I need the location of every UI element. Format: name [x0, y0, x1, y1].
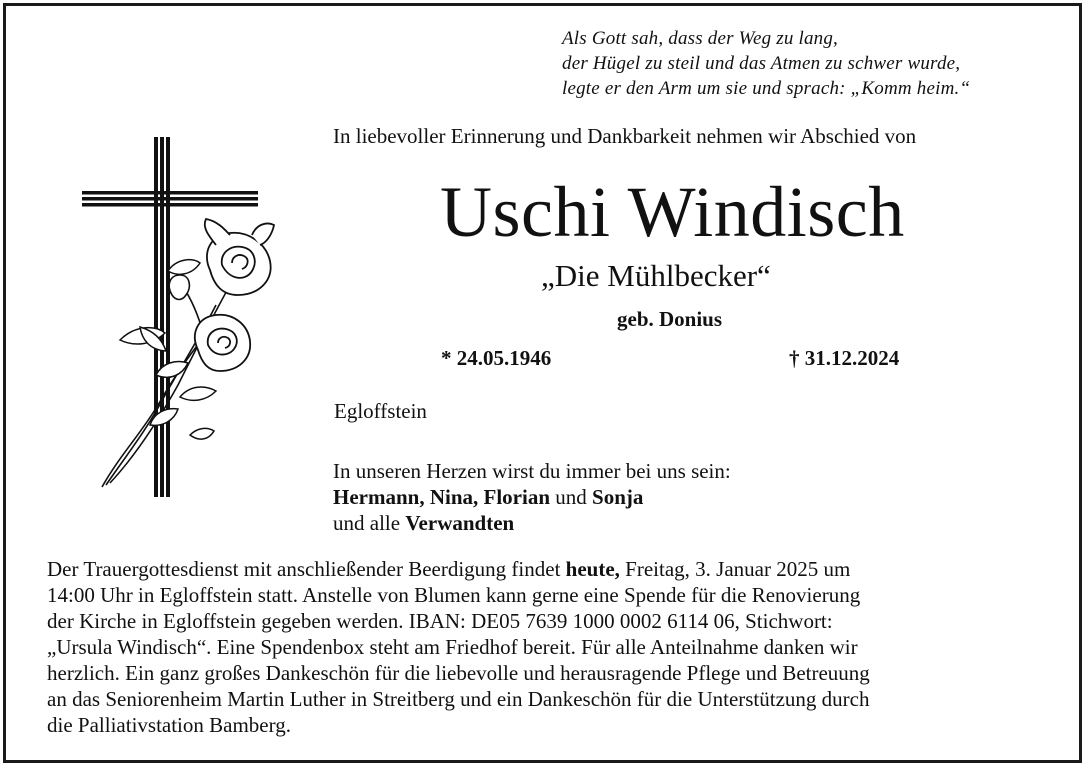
notice-text: Der Trauergottesdienst mit anschließender Beerdigung findet: [47, 557, 566, 581]
notice-line: herzlich. Ein ganz großes Dankeschön für die liebevolle und herausragende Pflege und Betreuung: [47, 661, 870, 685]
notice-line: 14:00 Uhr in Egloffstein statt. Anstelle von Blumen kann gerne eine Spende für die Renovierung: [47, 583, 861, 607]
quote-line: der Hügel zu steil und das Atmen zu schwer wurde,: [562, 53, 961, 74]
relatives-prefix: und alle: [333, 511, 406, 535]
cross-with-roses-icon: [80, 135, 280, 505]
intro-text: In liebevoller Erinnerung und Dankbarkeit nehmen wir Abschied von: [333, 124, 917, 148]
birth-name: geb. Donius: [617, 307, 723, 331]
notice-line: [47, 556, 1037, 582]
deceased-nickname: „Die Mühlbecker“: [541, 258, 771, 293]
mourner-name-bold: Sonja: [592, 485, 644, 509]
deceased-name: Uschi Windisch: [440, 172, 905, 252]
notice-bold: heute,: [565, 557, 620, 581]
memorial-quote: [562, 26, 970, 101]
notice-line: der Kirche in Egloffstein gegeben werden. IBAN: DE05 7639 1000 0002 6114 06, Stichwort:: [47, 609, 833, 633]
notice-line: an das Seniorenheim Martin Luther in Streitberg und ein Dankeschön für die Unterstützung durch: [47, 687, 870, 711]
funeral-notice: [47, 556, 1037, 738]
mourner-names-bold: Hermann, Nina, Florian: [333, 485, 551, 509]
death-date: † 31.12.2024: [789, 346, 900, 370]
mourners-block: [333, 458, 731, 536]
mourner-conjunction: und: [550, 485, 593, 509]
mourners-intro: In unseren Herzen wirst du immer bei uns sein:: [333, 459, 731, 483]
mourners-names: [333, 484, 731, 510]
quote-line: legte er den Arm um sie und sprach: „Komm heim.“: [562, 78, 971, 99]
birth-date: * 24.05.1946: [441, 346, 552, 370]
mourners-relatives: [333, 510, 731, 536]
notice-line: die Palliativstation Bamberg.: [47, 713, 291, 737]
quote-line: Als Gott sah, dass der Weg zu lang,: [562, 28, 839, 49]
relatives-bold: Verwandten: [405, 511, 515, 535]
notice-text: Freitag, 3. Januar 2025 um: [619, 557, 851, 581]
notice-line: „Ursula Windisch“. Eine Spendenbox steht am Friedhof bereit. Für alle Anteilnahme danken wir: [47, 635, 858, 659]
hometown: Egloffstein: [334, 399, 427, 423]
